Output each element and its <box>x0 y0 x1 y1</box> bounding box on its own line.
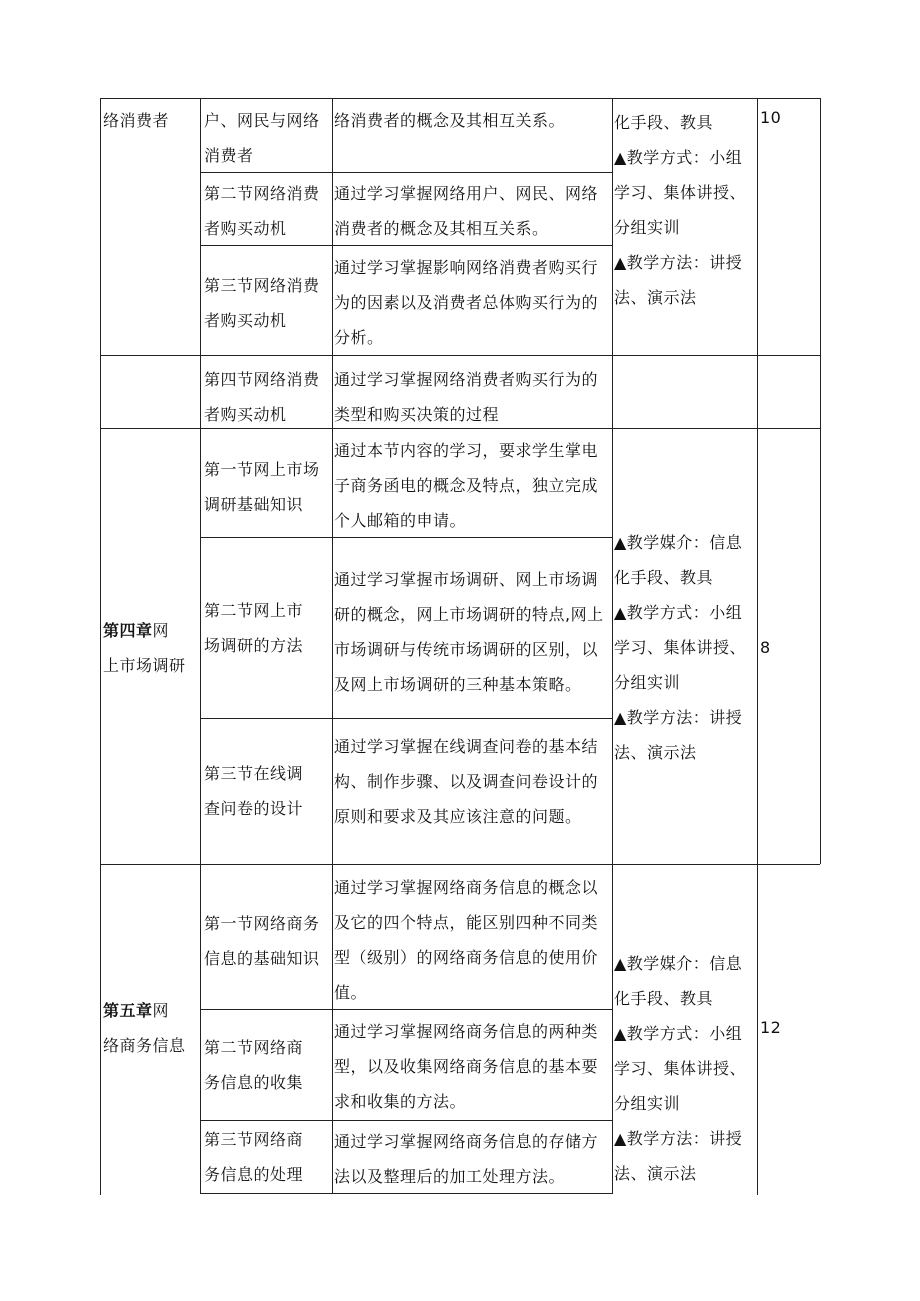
section-title-line: 者购买动机 <box>204 311 287 330</box>
chapter-title <box>103 993 186 1028</box>
chapter-title-line: 络商务信息 <box>103 1036 186 1055</box>
content-line: 原则和要求及其应该注意的问题。 <box>334 807 582 826</box>
content-line: 值。 <box>334 983 368 1002</box>
content-line: 个人邮箱的申请。 <box>334 511 467 530</box>
section-title-line: 消费者 <box>204 146 254 165</box>
chapter-cell <box>103 103 169 138</box>
section-title-line: 务信息的处理 <box>204 1165 304 1184</box>
method-line: ▲教学方式：小组 <box>614 603 743 622</box>
table-top-border <box>100 98 820 99</box>
section-cell <box>204 1030 303 1100</box>
chapter-title-part: 网 <box>152 1001 170 1020</box>
method-line: 化手段、教具 <box>614 113 714 132</box>
content-line: 法以及整理后的加工处理方法。 <box>334 1167 566 1186</box>
chapter-title-part: 网 <box>152 621 170 640</box>
column-divider <box>200 98 201 1194</box>
method-line: 化手段、教具 <box>614 568 714 587</box>
content-cell <box>334 1014 598 1119</box>
content-cell <box>334 176 598 246</box>
chapter-number: 第四章 <box>103 621 153 640</box>
section-cell <box>204 452 320 522</box>
content-line: 通过学习掌握市场调研、网上市场调 <box>334 570 599 589</box>
hours-value: 12 <box>760 1018 782 1037</box>
content-line: 型（级别）的网络商务信息的使用价 <box>334 948 599 967</box>
chapter-title-line: 上市场调研 <box>103 656 186 675</box>
content-line: 络消费者的概念及其相互关系。 <box>334 111 566 130</box>
method-line: 学习、集体讲授、 <box>614 183 747 202</box>
method-line: 法、演示法 <box>614 288 697 307</box>
method-line: 法、演示法 <box>614 743 697 762</box>
section-title-line: 务信息的收集 <box>204 1073 304 1092</box>
content-line: 通过学习掌握网络用户、网民、网络 <box>334 184 599 203</box>
section-cell <box>204 756 303 826</box>
column-divider <box>820 98 821 864</box>
chapter-cell <box>103 993 186 1063</box>
hours-value: 8 <box>760 638 771 657</box>
hours-cell <box>760 630 771 665</box>
method-cell <box>614 525 746 770</box>
method-line: ▲教学方式：小组 <box>614 1024 743 1043</box>
content-line: 通过学习掌握影响网络消费者购买行 <box>334 258 599 277</box>
content-line: 及它的四个特点，能区别四种不同类 <box>334 913 599 932</box>
content-line: 类型和购买决策的过程 <box>334 405 500 424</box>
method-line: 分组实训 <box>614 1094 681 1113</box>
chapter-number: 第五章 <box>103 1001 153 1020</box>
method-line: 分组实训 <box>614 673 681 692</box>
content-line: 型，以及收集网络商务信息的基本要 <box>334 1057 599 1076</box>
content-line: 通过本节内容的学习，要求学生掌电 <box>334 441 599 460</box>
chapter-title <box>103 613 186 648</box>
section-title-line: 查问卷的设计 <box>204 799 304 818</box>
section-title-line: 第二节网络消费 <box>204 184 320 203</box>
section-title-line: 信息的基础知识 <box>204 949 320 968</box>
method-line: 学习、集体讲授、 <box>614 1059 747 1078</box>
column-divider <box>332 98 333 1194</box>
content-line: 消费者的概念及其相互关系。 <box>334 219 549 238</box>
section-cell <box>204 176 320 246</box>
method-line: 学习、集体讲授、 <box>614 638 747 657</box>
row-divider <box>100 864 820 865</box>
content-cell <box>334 1124 598 1194</box>
content-line: 通过学习掌握在线调查问卷的基本结 <box>334 737 599 756</box>
content-line: 研的概念，网上市场调研的特点,网上 <box>334 605 604 624</box>
content-line: 构、制作步骤、以及调查问卷设计的 <box>334 772 599 791</box>
method-line: ▲教学媒介：信息 <box>614 533 743 552</box>
method-line: 化手段、教具 <box>614 989 714 1008</box>
row-divider <box>200 1120 612 1121</box>
column-divider <box>757 98 758 1195</box>
section-cell <box>204 268 320 338</box>
content-line: 求和收集的方法。 <box>334 1092 467 1111</box>
hours-cell <box>760 100 781 135</box>
section-title-line: 第二节网上市 <box>204 601 304 620</box>
content-cell <box>334 103 565 138</box>
section-title-line: 者购买动机 <box>204 219 287 238</box>
chapter-cell <box>103 613 186 683</box>
method-line: ▲教学方法：讲授 <box>614 1129 743 1148</box>
section-title-line: 第一节网上市场 <box>204 460 320 479</box>
section-title-line: 场调研的方法 <box>204 636 304 655</box>
content-cell <box>334 433 598 538</box>
content-cell <box>334 729 598 834</box>
content-line: 通过学习掌握网络消费者购买行为的 <box>334 370 599 389</box>
section-title-line: 户、网民与网络 <box>204 111 320 130</box>
method-line: ▲教学方法：讲授 <box>614 253 743 272</box>
method-cell <box>614 105 746 315</box>
content-line: 及网上市场调研的三种基本策略。 <box>334 675 582 694</box>
section-title-line: 第二节网络商 <box>204 1038 304 1057</box>
column-divider <box>100 98 101 1195</box>
content-line: 通过学习掌握网络商务信息的两种类 <box>334 1022 599 1041</box>
content-cell <box>334 362 598 432</box>
content-line: 通过学习掌握网络商务信息的概念以 <box>334 878 599 897</box>
section-title-line: 第三节网络商 <box>204 1130 304 1149</box>
hours-value: 10 <box>760 108 782 127</box>
section-title-line: 第一节网络商务 <box>204 914 320 933</box>
row-divider <box>100 355 820 356</box>
section-cell <box>204 593 303 663</box>
section-cell <box>204 1122 303 1192</box>
content-line: 为的因素以及消费者总体购买行为的 <box>334 293 599 312</box>
section-title-line: 调研基础知识 <box>204 495 304 514</box>
content-line: 通过学习掌握网络商务信息的存储方 <box>334 1132 599 1151</box>
section-title-line: 第三节在线调 <box>204 764 304 783</box>
section-cell <box>204 362 320 432</box>
section-cell <box>204 906 320 976</box>
content-cell <box>334 250 598 355</box>
method-line: ▲教学媒介：信息 <box>614 954 743 973</box>
column-divider <box>612 98 613 1194</box>
section-title-line: 第四节网络消费 <box>204 370 320 389</box>
section-title-line: 第三节网络消费 <box>204 276 320 295</box>
content-line: 市场调研与传统市场调研的区别，以 <box>334 640 599 659</box>
section-title-line: 者购买动机 <box>204 405 287 424</box>
method-cell <box>614 946 746 1191</box>
method-line: 分组实训 <box>614 218 681 237</box>
content-line: 子商务函电的概念及特点，独立完成 <box>334 476 599 495</box>
section-cell <box>204 103 320 173</box>
method-line: ▲教学方式：小组 <box>614 148 743 167</box>
content-cell <box>334 562 604 702</box>
content-cell <box>334 870 598 1010</box>
chapter-title: 络消费者 <box>103 111 170 130</box>
method-line: ▲教学方法：讲授 <box>614 708 743 727</box>
content-line: 分析。 <box>334 328 384 347</box>
row-divider <box>200 718 612 719</box>
hours-cell <box>760 1010 781 1045</box>
method-line: 法、演示法 <box>614 1164 697 1183</box>
